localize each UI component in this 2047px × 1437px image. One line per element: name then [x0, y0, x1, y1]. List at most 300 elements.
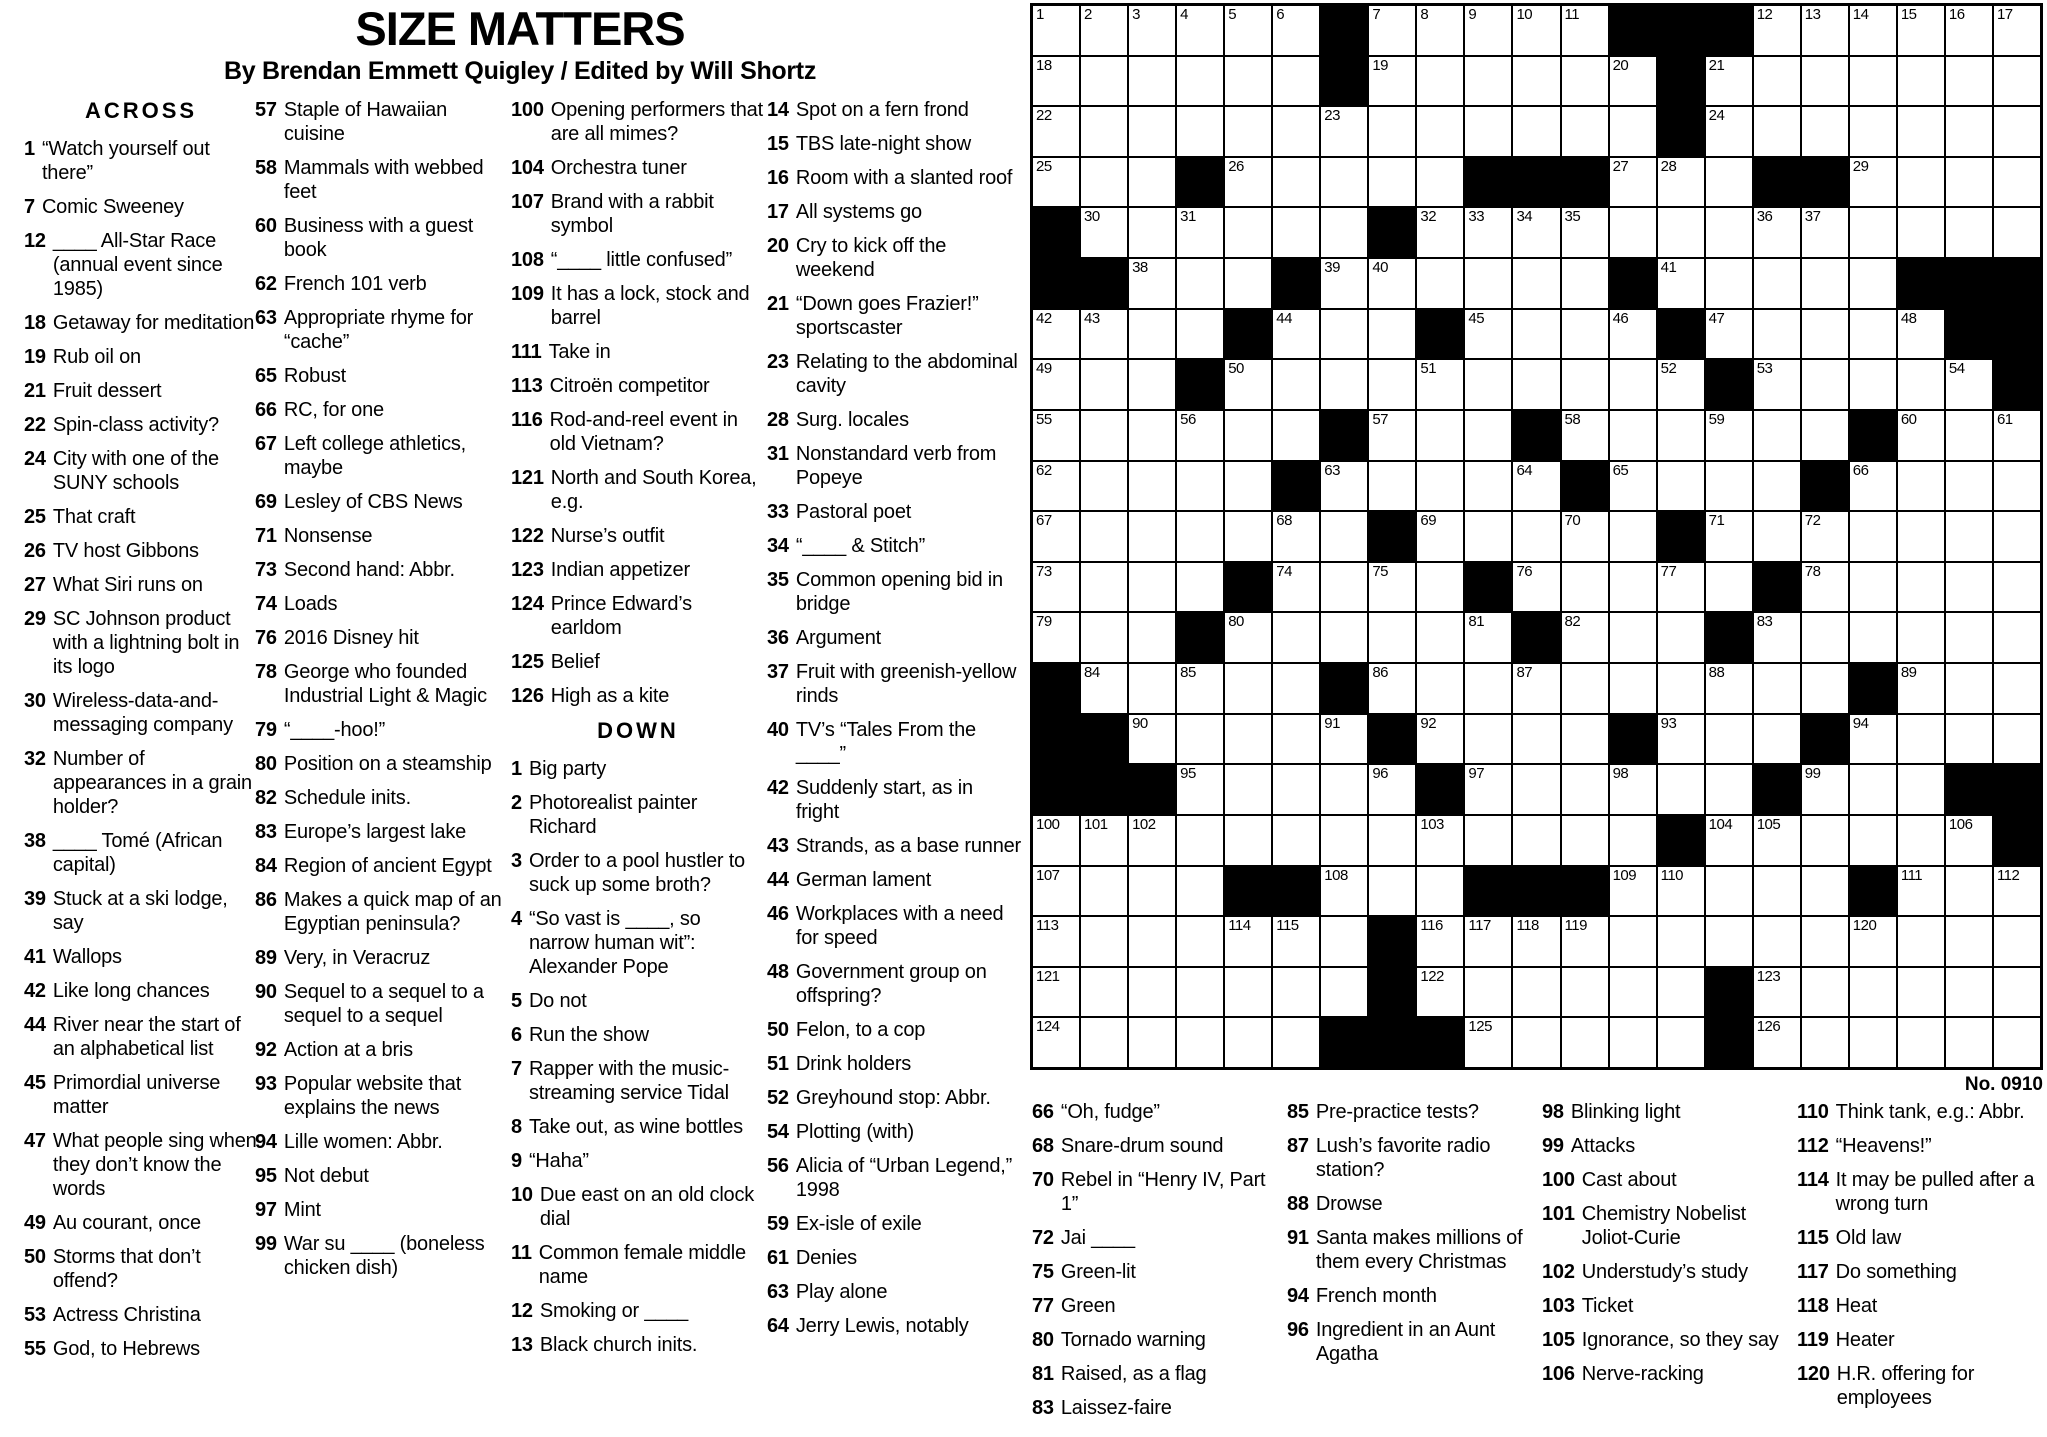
grid-cell[interactable] [1368, 410, 1416, 461]
grid-cell[interactable] [1368, 866, 1416, 917]
grid-cell[interactable] [1897, 663, 1945, 714]
grid-cell[interactable] [1993, 562, 2041, 613]
grid-cell[interactable] [1128, 866, 1176, 917]
grid-cell[interactable] [1176, 207, 1224, 258]
grid-cell[interactable] [1993, 866, 2041, 917]
grid-cell[interactable] [1609, 612, 1657, 663]
grid-cell[interactable] [1272, 815, 1320, 866]
grid-cell[interactable] [1945, 106, 1993, 157]
grid-cell[interactable] [1368, 106, 1416, 157]
grid-cell[interactable] [1080, 1017, 1128, 1068]
grid-cell[interactable] [1705, 866, 1753, 917]
grid-cell[interactable] [1416, 207, 1464, 258]
grid-cell[interactable] [1512, 562, 1560, 613]
grid-cell[interactable] [1849, 309, 1897, 360]
grid-cell[interactable] [1368, 359, 1416, 410]
grid-cell[interactable] [1176, 916, 1224, 967]
grid-cell[interactable] [1897, 764, 1945, 815]
grid-cell[interactable] [1945, 207, 1993, 258]
grid-cell[interactable] [1945, 866, 1993, 917]
grid-cell[interactable] [1801, 663, 1849, 714]
grid-cell[interactable] [1080, 815, 1128, 866]
grid-cell[interactable] [1224, 207, 1272, 258]
grid-cell[interactable] [1945, 359, 1993, 410]
grid-cell[interactable] [1464, 612, 1512, 663]
grid-cell[interactable] [1272, 359, 1320, 410]
grid-cell[interactable] [1849, 106, 1897, 157]
grid-cell[interactable] [1512, 106, 1560, 157]
grid-cell[interactable] [1272, 916, 1320, 967]
grid-cell[interactable] [1993, 106, 2041, 157]
grid-cell[interactable] [1224, 410, 1272, 461]
grid-cell[interactable] [1512, 967, 1560, 1018]
grid-cell[interactable] [1609, 207, 1657, 258]
grid-cell[interactable] [1128, 106, 1176, 157]
grid-cell[interactable] [1945, 562, 1993, 613]
grid-cell[interactable] [1705, 562, 1753, 613]
grid-cell[interactable] [1464, 410, 1512, 461]
grid-cell[interactable] [1320, 764, 1368, 815]
grid-cell[interactable] [1080, 916, 1128, 967]
grid-cell[interactable] [1945, 663, 1993, 714]
grid-cell[interactable] [1128, 5, 1176, 56]
grid-cell[interactable] [1753, 815, 1801, 866]
grid-cell[interactable] [1464, 106, 1512, 157]
grid-cell[interactable] [1320, 157, 1368, 208]
grid-cell[interactable] [1080, 410, 1128, 461]
grid-cell[interactable] [1032, 511, 1080, 562]
grid-cell[interactable] [1945, 461, 1993, 512]
grid-cell[interactable] [1609, 916, 1657, 967]
grid-cell[interactable] [1753, 866, 1801, 917]
grid-cell[interactable] [1801, 612, 1849, 663]
grid-cell[interactable] [1609, 157, 1657, 208]
grid-cell[interactable] [1032, 916, 1080, 967]
grid-cell[interactable] [1176, 764, 1224, 815]
grid-cell[interactable] [1032, 612, 1080, 663]
grid-cell[interactable] [1753, 916, 1801, 967]
grid-cell[interactable] [1512, 56, 1560, 107]
grid-cell[interactable] [1945, 56, 1993, 107]
grid-cell[interactable] [1080, 106, 1128, 157]
grid-cell[interactable] [1705, 764, 1753, 815]
grid-cell[interactable] [1464, 764, 1512, 815]
grid-cell[interactable] [1416, 258, 1464, 309]
grid-cell[interactable] [1657, 663, 1705, 714]
grid-cell[interactable] [1464, 359, 1512, 410]
grid-cell[interactable] [1512, 461, 1560, 512]
grid-cell[interactable] [1128, 410, 1176, 461]
grid-cell[interactable] [1176, 562, 1224, 613]
grid-cell[interactable] [1897, 562, 1945, 613]
grid-cell[interactable] [1464, 258, 1512, 309]
grid-cell[interactable] [1512, 258, 1560, 309]
grid-cell[interactable] [1657, 157, 1705, 208]
grid-cell[interactable] [1705, 815, 1753, 866]
grid-cell[interactable] [1320, 207, 1368, 258]
grid-cell[interactable] [1993, 461, 2041, 512]
grid-cell[interactable] [1801, 56, 1849, 107]
grid-cell[interactable] [1849, 511, 1897, 562]
grid-cell[interactable] [1416, 359, 1464, 410]
grid-cell[interactable] [1945, 5, 1993, 56]
grid-cell[interactable] [1512, 359, 1560, 410]
grid-cell[interactable] [1945, 714, 1993, 765]
grid-cell[interactable] [1753, 967, 1801, 1018]
grid-cell[interactable] [1416, 866, 1464, 917]
grid-cell[interactable] [1705, 511, 1753, 562]
grid-cell[interactable] [1176, 5, 1224, 56]
grid-cell[interactable] [1080, 461, 1128, 512]
grid-cell[interactable] [1897, 5, 1945, 56]
grid-cell[interactable] [1272, 309, 1320, 360]
grid-cell[interactable] [1272, 511, 1320, 562]
grid-cell[interactable] [1512, 1017, 1560, 1068]
grid-cell[interactable] [1801, 5, 1849, 56]
grid-cell[interactable] [1945, 1017, 1993, 1068]
grid-cell[interactable] [1128, 815, 1176, 866]
grid-cell[interactable] [1609, 967, 1657, 1018]
grid-cell[interactable] [1801, 106, 1849, 157]
grid-cell[interactable] [1368, 663, 1416, 714]
grid-cell[interactable] [1512, 714, 1560, 765]
grid-cell[interactable] [1416, 56, 1464, 107]
grid-cell[interactable] [1993, 663, 2041, 714]
grid-cell[interactable] [1080, 309, 1128, 360]
grid-cell[interactable] [1272, 612, 1320, 663]
grid-cell[interactable] [1416, 106, 1464, 157]
grid-cell[interactable] [1993, 157, 2041, 208]
grid-cell[interactable] [1561, 967, 1609, 1018]
grid-cell[interactable] [1753, 207, 1801, 258]
grid-cell[interactable] [1657, 916, 1705, 967]
grid-cell[interactable] [1512, 207, 1560, 258]
grid-cell[interactable] [1128, 359, 1176, 410]
grid-cell[interactable] [1753, 511, 1801, 562]
grid-cell[interactable] [1272, 562, 1320, 613]
grid-cell[interactable] [1945, 511, 1993, 562]
grid-cell[interactable] [1080, 511, 1128, 562]
grid-cell[interactable] [1609, 106, 1657, 157]
grid-cell[interactable] [1753, 663, 1801, 714]
grid-cell[interactable] [1705, 714, 1753, 765]
grid-cell[interactable] [1705, 106, 1753, 157]
grid-cell[interactable] [1801, 764, 1849, 815]
grid-cell[interactable] [1320, 309, 1368, 360]
grid-cell[interactable] [1080, 612, 1128, 663]
grid-cell[interactable] [1897, 1017, 1945, 1068]
grid-cell[interactable] [1368, 562, 1416, 613]
grid-cell[interactable] [1224, 1017, 1272, 1068]
grid-cell[interactable] [1224, 56, 1272, 107]
grid-cell[interactable] [1320, 815, 1368, 866]
grid-cell[interactable] [1032, 106, 1080, 157]
grid-cell[interactable] [1705, 157, 1753, 208]
grid-cell[interactable] [1224, 714, 1272, 765]
grid-cell[interactable] [1176, 967, 1224, 1018]
grid-cell[interactable] [1801, 916, 1849, 967]
grid-cell[interactable] [1609, 410, 1657, 461]
grid-cell[interactable] [1753, 5, 1801, 56]
grid-cell[interactable] [1128, 309, 1176, 360]
grid-cell[interactable] [1801, 815, 1849, 866]
grid-cell[interactable] [1849, 815, 1897, 866]
grid-cell[interactable] [1368, 461, 1416, 512]
grid-cell[interactable] [1224, 663, 1272, 714]
grid-cell[interactable] [1272, 5, 1320, 56]
grid-cell[interactable] [1128, 612, 1176, 663]
grid-cell[interactable] [1849, 562, 1897, 613]
grid-cell[interactable] [1416, 562, 1464, 613]
grid-cell[interactable] [1464, 916, 1512, 967]
grid-cell[interactable] [1224, 359, 1272, 410]
grid-cell[interactable] [1416, 714, 1464, 765]
grid-cell[interactable] [1705, 663, 1753, 714]
grid-cell[interactable] [1320, 967, 1368, 1018]
grid-cell[interactable] [1849, 207, 1897, 258]
grid-cell[interactable] [1561, 207, 1609, 258]
grid-cell[interactable] [1512, 309, 1560, 360]
grid-cell[interactable] [1272, 207, 1320, 258]
grid-cell[interactable] [1368, 258, 1416, 309]
grid-cell[interactable] [1561, 815, 1609, 866]
grid-cell[interactable] [1801, 309, 1849, 360]
grid-cell[interactable] [1753, 106, 1801, 157]
grid-cell[interactable] [1128, 916, 1176, 967]
grid-cell[interactable] [1609, 461, 1657, 512]
grid-cell[interactable] [1416, 967, 1464, 1018]
grid-cell[interactable] [1032, 309, 1080, 360]
grid-cell[interactable] [1897, 916, 1945, 967]
grid-cell[interactable] [1561, 1017, 1609, 1068]
grid-cell[interactable] [1368, 56, 1416, 107]
grid-cell[interactable] [1801, 207, 1849, 258]
grid-cell[interactable] [1657, 258, 1705, 309]
grid-cell[interactable] [1609, 866, 1657, 917]
grid-cell[interactable] [1176, 258, 1224, 309]
grid-cell[interactable] [1993, 714, 2041, 765]
grid-cell[interactable] [1849, 461, 1897, 512]
grid-cell[interactable] [1320, 511, 1368, 562]
grid-cell[interactable] [1993, 967, 2041, 1018]
grid-cell[interactable] [1032, 410, 1080, 461]
grid-cell[interactable] [1272, 157, 1320, 208]
grid-cell[interactable] [1320, 562, 1368, 613]
grid-cell[interactable] [1561, 663, 1609, 714]
grid-cell[interactable] [1464, 207, 1512, 258]
grid-cell[interactable] [1753, 410, 1801, 461]
grid-cell[interactable] [1753, 309, 1801, 360]
grid-cell[interactable] [1897, 359, 1945, 410]
grid-cell[interactable] [1080, 56, 1128, 107]
grid-cell[interactable] [1224, 764, 1272, 815]
grid-cell[interactable] [1032, 157, 1080, 208]
grid-cell[interactable] [1993, 56, 2041, 107]
grid-cell[interactable] [1368, 764, 1416, 815]
grid-cell[interactable] [1657, 612, 1705, 663]
grid-cell[interactable] [1657, 461, 1705, 512]
grid-cell[interactable] [1657, 207, 1705, 258]
grid-cell[interactable] [1416, 461, 1464, 512]
grid-cell[interactable] [1801, 359, 1849, 410]
grid-cell[interactable] [1320, 916, 1368, 967]
grid-cell[interactable] [1657, 764, 1705, 815]
grid-cell[interactable] [1512, 815, 1560, 866]
grid-cell[interactable] [1993, 916, 2041, 967]
grid-cell[interactable] [1176, 309, 1224, 360]
grid-cell[interactable] [1849, 714, 1897, 765]
grid-cell[interactable] [1080, 5, 1128, 56]
grid-cell[interactable] [1512, 764, 1560, 815]
grid-cell[interactable] [1320, 106, 1368, 157]
grid-cell[interactable] [1032, 562, 1080, 613]
grid-cell[interactable] [1801, 258, 1849, 309]
grid-cell[interactable] [1416, 511, 1464, 562]
grid-cell[interactable] [1657, 1017, 1705, 1068]
grid-cell[interactable] [1032, 967, 1080, 1018]
grid-cell[interactable] [1224, 106, 1272, 157]
grid-cell[interactable] [1272, 410, 1320, 461]
grid-cell[interactable] [1657, 967, 1705, 1018]
grid-cell[interactable] [1128, 461, 1176, 512]
grid-cell[interactable] [1849, 764, 1897, 815]
grid-cell[interactable] [1945, 410, 1993, 461]
grid-cell[interactable] [1224, 461, 1272, 512]
grid-cell[interactable] [1993, 612, 2041, 663]
grid-cell[interactable] [1464, 461, 1512, 512]
grid-cell[interactable] [1464, 967, 1512, 1018]
grid-cell[interactable] [1849, 967, 1897, 1018]
grid-cell[interactable] [1320, 866, 1368, 917]
grid-cell[interactable] [1609, 56, 1657, 107]
grid-cell[interactable] [1897, 815, 1945, 866]
grid-cell[interactable] [1609, 511, 1657, 562]
grid-cell[interactable] [1609, 815, 1657, 866]
grid-cell[interactable] [1801, 1017, 1849, 1068]
grid-cell[interactable] [1849, 157, 1897, 208]
grid-cell[interactable] [1128, 258, 1176, 309]
grid-cell[interactable] [1753, 1017, 1801, 1068]
grid-cell[interactable] [1128, 562, 1176, 613]
grid-cell[interactable] [1897, 612, 1945, 663]
grid-cell[interactable] [1464, 56, 1512, 107]
grid-cell[interactable] [1561, 56, 1609, 107]
grid-cell[interactable] [1224, 157, 1272, 208]
grid-cell[interactable] [1032, 359, 1080, 410]
grid-cell[interactable] [1705, 916, 1753, 967]
grid-cell[interactable] [1993, 511, 2041, 562]
grid-cell[interactable] [1080, 157, 1128, 208]
grid-cell[interactable] [1705, 461, 1753, 512]
grid-cell[interactable] [1320, 461, 1368, 512]
grid-cell[interactable] [1657, 410, 1705, 461]
grid-cell[interactable] [1561, 612, 1609, 663]
grid-cell[interactable] [1368, 157, 1416, 208]
grid-cell[interactable] [1032, 815, 1080, 866]
grid-cell[interactable] [1416, 815, 1464, 866]
grid-cell[interactable] [1561, 106, 1609, 157]
grid-cell[interactable] [1561, 511, 1609, 562]
grid-cell[interactable] [1801, 967, 1849, 1018]
grid-cell[interactable] [1897, 714, 1945, 765]
grid-cell[interactable] [1464, 714, 1512, 765]
grid-cell[interactable] [1272, 764, 1320, 815]
grid-cell[interactable] [1128, 56, 1176, 107]
grid-cell[interactable] [1609, 359, 1657, 410]
grid-cell[interactable] [1224, 916, 1272, 967]
grid-cell[interactable] [1320, 612, 1368, 663]
grid-cell[interactable] [1945, 157, 1993, 208]
grid-cell[interactable] [1368, 309, 1416, 360]
grid-cell[interactable] [1224, 5, 1272, 56]
grid-cell[interactable] [1561, 309, 1609, 360]
grid-cell[interactable] [1128, 714, 1176, 765]
grid-cell[interactable] [1801, 410, 1849, 461]
grid-cell[interactable] [1753, 612, 1801, 663]
grid-cell[interactable] [1512, 511, 1560, 562]
grid-cell[interactable] [1176, 56, 1224, 107]
grid-cell[interactable] [1897, 967, 1945, 1018]
grid-cell[interactable] [1464, 309, 1512, 360]
grid-cell[interactable] [1512, 663, 1560, 714]
grid-cell[interactable] [1128, 663, 1176, 714]
grid-cell[interactable] [1224, 815, 1272, 866]
grid-cell[interactable] [1128, 1017, 1176, 1068]
grid-cell[interactable] [1849, 359, 1897, 410]
grid-cell[interactable] [1945, 967, 1993, 1018]
grid-cell[interactable] [1320, 258, 1368, 309]
grid-cell[interactable] [1176, 461, 1224, 512]
grid-cell[interactable] [1272, 56, 1320, 107]
grid-cell[interactable] [1512, 916, 1560, 967]
grid-cell[interactable] [1128, 967, 1176, 1018]
grid-cell[interactable] [1561, 410, 1609, 461]
grid-cell[interactable] [1801, 511, 1849, 562]
grid-cell[interactable] [1080, 866, 1128, 917]
grid-cell[interactable] [1705, 207, 1753, 258]
grid-cell[interactable] [1032, 1017, 1080, 1068]
grid-cell[interactable] [1657, 714, 1705, 765]
grid-cell[interactable] [1464, 511, 1512, 562]
grid-cell[interactable] [1464, 815, 1512, 866]
grid-cell[interactable] [1561, 562, 1609, 613]
grid-cell[interactable] [1801, 562, 1849, 613]
grid-cell[interactable] [1993, 410, 2041, 461]
grid-cell[interactable] [1705, 309, 1753, 360]
grid-cell[interactable] [1416, 410, 1464, 461]
grid-cell[interactable] [1897, 309, 1945, 360]
grid-cell[interactable] [1080, 207, 1128, 258]
grid-cell[interactable] [1945, 815, 1993, 866]
grid-cell[interactable] [1272, 1017, 1320, 1068]
grid-cell[interactable] [1561, 764, 1609, 815]
grid-cell[interactable] [1176, 663, 1224, 714]
grid-cell[interactable] [1128, 511, 1176, 562]
grid-cell[interactable] [1657, 359, 1705, 410]
grid-cell[interactable] [1320, 714, 1368, 765]
grid-cell[interactable] [1945, 916, 1993, 967]
grid-cell[interactable] [1609, 309, 1657, 360]
grid-cell[interactable] [1561, 258, 1609, 309]
grid-cell[interactable] [1897, 56, 1945, 107]
grid-cell[interactable] [1416, 663, 1464, 714]
grid-cell[interactable] [1993, 5, 2041, 56]
grid-cell[interactable] [1032, 56, 1080, 107]
grid-cell[interactable] [1320, 359, 1368, 410]
grid-cell[interactable] [1080, 562, 1128, 613]
grid-cell[interactable] [1849, 258, 1897, 309]
grid-cell[interactable] [1753, 461, 1801, 512]
